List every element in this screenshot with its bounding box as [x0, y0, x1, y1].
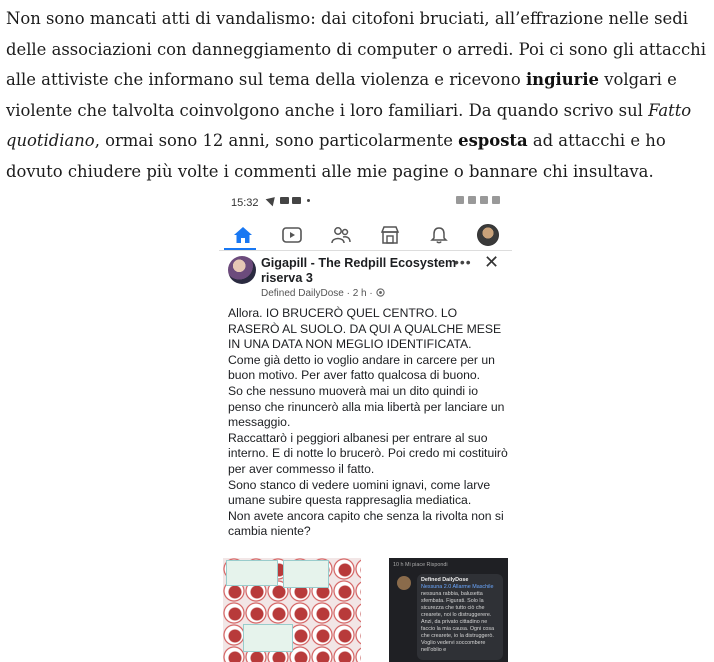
image-caption-box	[283, 560, 329, 588]
friends-icon[interactable]	[329, 223, 353, 247]
article-text: , ormai sono 12 anni, sono particolarmente	[94, 131, 459, 150]
facebook-nav-bar	[219, 220, 512, 250]
article-text: volgari e violente che talvolta coinvolgono anche i loro familiari. Da quando scrivo sul	[6, 70, 677, 120]
post-line: So che nessuno muoverà mai un dito quindi io penso che rinuncerò alla mia libertà per lanciare un messaggio.	[228, 383, 505, 430]
divider	[219, 250, 512, 251]
post-meta	[261, 288, 385, 299]
more-options-icon[interactable]: •••	[454, 254, 472, 270]
avatar	[477, 224, 499, 246]
group-avatar[interactable]	[228, 256, 256, 284]
post-meta-text: Defined DailyDose · 2 h ·	[261, 288, 376, 299]
article-bold-ingiurie: ingiurie	[525, 70, 599, 89]
profile-avatar[interactable]	[476, 223, 500, 247]
comment-bubble	[417, 574, 503, 660]
post-line: Raccattarò i peggiori albanesi per entrare al suo interno. E di notte lo brucerò. Poi credo mi costituirò per aver commesso il fatto.	[228, 430, 508, 476]
video-icon[interactable]	[280, 223, 304, 247]
article-bold-esposta: esposta	[458, 131, 528, 150]
comment-actions: 10 h Mi piace Rispondi	[393, 562, 448, 568]
wifi-icon	[468, 196, 476, 204]
comment-author: Defined DailyDose	[421, 577, 469, 583]
image-caption-box	[226, 560, 278, 586]
article-paragraph	[6, 4, 708, 187]
alarm-icon	[456, 196, 464, 204]
globe-icon	[376, 288, 385, 297]
comment-text: nessuna rabbia, balusetta sfembata. Figurati. Solo la sicurezza che tutto ciò che crearete, noi lo distruggerere. Anzi, da privato cittadino ne faccio la mia causa. Ogni cosa che crearete, io la distruggerò. Voglio vedervi soccombere nell'oblio e	[421, 591, 495, 653]
send-icon	[266, 194, 279, 207]
post-text	[228, 306, 508, 540]
comment-mention: Nessuna 2.0 Allarme Maschile	[421, 584, 494, 590]
notification-icon	[280, 197, 289, 204]
phone-status-bar	[219, 186, 512, 220]
attached-image-collage[interactable]	[223, 558, 361, 662]
status-time: 15:32	[231, 197, 259, 209]
group-name[interactable]: Gigapill - The Redpill Ecosystem riserva 3	[261, 256, 457, 285]
attached-images	[219, 558, 512, 662]
notification-icon	[292, 197, 301, 204]
post-header	[219, 252, 512, 300]
close-icon[interactable]: ✕	[484, 252, 500, 272]
status-icons	[267, 196, 310, 204]
attached-image-comment[interactable]	[389, 558, 508, 662]
article-text: ad attacchi e ho dovuto chiudere più volte i commenti alle mie pagine o bannare chi insultava.	[6, 131, 666, 181]
post-line: Allora. IO BRUCERÒ QUEL CENTRO. LO RASERÒ AL SUOLO. DA QUI A QUALCHE MESE IN UNA DATA NON MEGLIO IDENTIFICATA.	[228, 306, 502, 352]
battery-icon	[492, 196, 500, 204]
bell-icon[interactable]	[427, 223, 451, 247]
article-text: Non sono mancati atti di vandalismo: dai citofoni bruciati, all’effrazione nelle sedi delle associazioni con danneggiamento di computer o arredi. Poi ci sono gli attacchi alle attiviste che informano sul tema della violenza e ricevono	[6, 9, 706, 89]
image-caption-box	[243, 624, 293, 652]
post-line: Sono stanco di vedere uomini ignavi, come larve umane subire questa rappresaglia mediatica.	[228, 477, 491, 508]
more-dot-icon	[307, 199, 310, 202]
post-line: Come già detto io voglio andare in carcere per un buon motivo. Per aver fatto qualcosa di buono.	[228, 352, 495, 383]
marketplace-icon[interactable]	[378, 223, 402, 247]
facebook-post-screenshot	[219, 186, 512, 662]
article-italic-newspaper: Fatto quotidiano	[6, 100, 692, 150]
post-line: Non avete ancora capito che senza la rivolta non si cambia niente?	[228, 508, 504, 539]
system-icons	[456, 196, 500, 204]
home-icon[interactable]	[231, 223, 255, 247]
signal-icon	[480, 196, 488, 204]
avatar	[397, 576, 411, 590]
